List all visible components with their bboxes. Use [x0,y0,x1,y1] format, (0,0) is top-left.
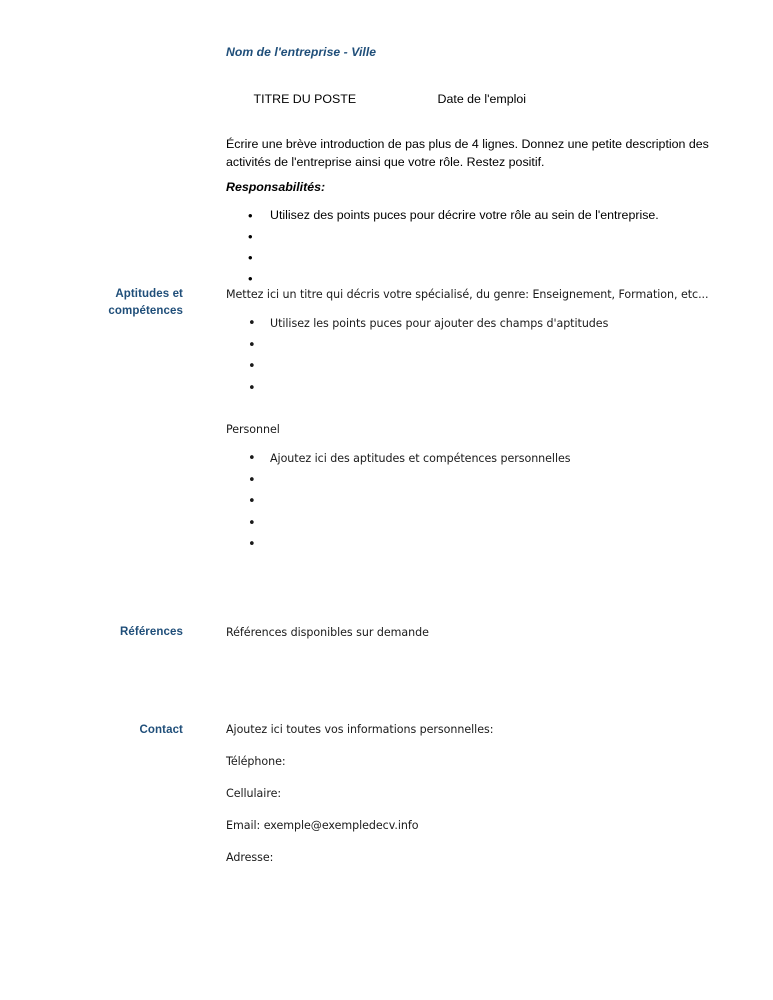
skills-content [226,286,741,556]
list-item [226,378,741,400]
list-item: • Utilisez les points puces pour ajouter des champs d'aptitudes [226,313,741,335]
contact-address-label: Adresse: [226,851,274,864]
personal-skills-list [226,448,741,556]
job-title: TITRE DU POSTE [253,92,357,106]
contact-content [226,722,741,866]
job-title-date-row [226,74,741,127]
contact-phone-label: Téléphone: [226,755,286,768]
sidebar-label-skills-line2: compétences [108,305,183,317]
list-item: • Utilisez des points puces pour décrire votre rôle au sein de l'entreprise. [226,205,741,226]
list-item [226,335,741,357]
list-item [226,470,741,492]
experience-content [226,44,741,289]
contact-email-label: Email: exemple@exempledecv.info [226,819,419,832]
skills-list [226,313,741,399]
company-name-heading: Nom de l'entreprise - Ville [226,45,377,59]
list-item [226,491,741,513]
responsibilities-heading: Responsabilités: [226,180,326,195]
list-item [226,247,741,268]
contact-lead-text: Ajoutez ici toutes vos informations personnelles: [226,723,494,736]
personal-skills-heading: Personnel [226,423,280,436]
references-text: Références disponibles sur demande [226,626,429,639]
sidebar-label-skills-line1: Aptitudes et [115,288,183,300]
responsibilities-list [226,205,741,289]
sidebar-label-skills [60,286,183,320]
skills-lead-text: Mettez ici un titre qui décris votre spécialisé, du genre: Enseignement, Formation, etc... [226,288,709,301]
sidebar-label-contact: Contact [139,724,183,736]
list-item [226,356,741,378]
sidebar-label-references: Références [119,626,183,638]
list-item [226,226,741,247]
job-date: Date de l'emploi [437,92,527,106]
list-item: • Ajoutez ici des aptitudes et compétences personnelles [226,448,741,470]
list-item [226,534,741,556]
references-content [226,624,741,641]
list-item [226,513,741,535]
contact-mobile-label: Cellulaire: [226,787,282,800]
experience-intro-paragraph: Écrire une brève introduction de pas plus de 4 lignes. Donnez une petite description des activités de l'entreprise ainsi que votre rôle. Restez positif. [226,137,709,169]
